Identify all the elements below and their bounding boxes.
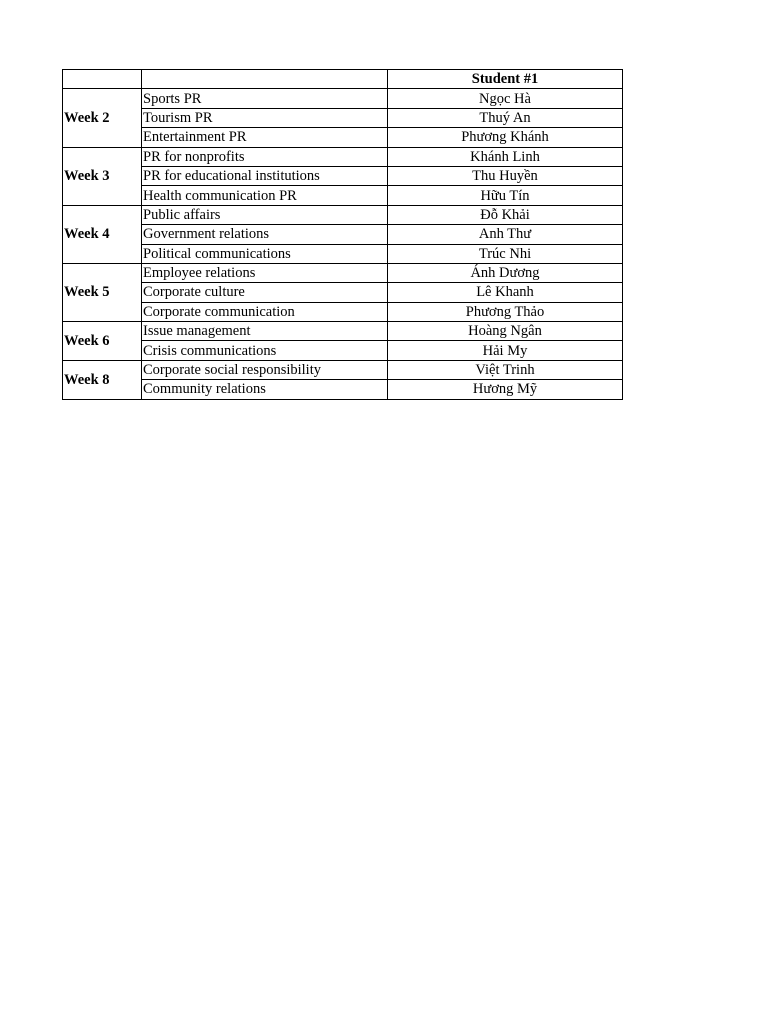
topic-cell: Health communication PR xyxy=(142,186,388,205)
table-row xyxy=(63,283,623,302)
header-row xyxy=(63,70,623,89)
table-row xyxy=(63,244,623,263)
topic-cell: Tourism PR xyxy=(142,108,388,127)
assignment-table xyxy=(62,69,623,400)
topic-cell: Government relations xyxy=(142,225,388,244)
table-row xyxy=(63,360,623,379)
student-cell: Phương Khánh xyxy=(388,128,623,147)
week-label: Week 4 xyxy=(63,205,142,263)
week-label: Week 5 xyxy=(63,263,142,321)
student-cell: Ánh Dương xyxy=(388,263,623,282)
topic-cell: PR for nonprofits xyxy=(142,147,388,166)
header-week-cell xyxy=(63,70,142,89)
table-row xyxy=(63,263,623,282)
topic-cell: Corporate social responsibility xyxy=(142,360,388,379)
topic-cell: Issue management xyxy=(142,322,388,341)
week-label: Week 8 xyxy=(63,360,142,399)
student-cell: Hoàng Ngân xyxy=(388,322,623,341)
table-row xyxy=(63,205,623,224)
table-row xyxy=(63,89,623,108)
student-cell: Anh Thư xyxy=(388,225,623,244)
topic-cell: Sports PR xyxy=(142,89,388,108)
topic-cell: Entertainment PR xyxy=(142,128,388,147)
student-cell: Hải My xyxy=(388,341,623,360)
student-cell: Trúc Nhi xyxy=(388,244,623,263)
week-label: Week 3 xyxy=(63,147,142,205)
table-row xyxy=(63,302,623,321)
topic-cell: Crisis communications xyxy=(142,341,388,360)
topic-cell: Political communications xyxy=(142,244,388,263)
table-row xyxy=(63,147,623,166)
student-cell: Khánh Linh xyxy=(388,147,623,166)
topic-cell: Community relations xyxy=(142,380,388,399)
student-cell: Lê Khanh xyxy=(388,283,623,302)
table-row xyxy=(63,128,623,147)
topic-cell: Public affairs xyxy=(142,205,388,224)
week-label: Week 2 xyxy=(63,89,142,147)
student-cell: Ngọc Hà xyxy=(388,89,623,108)
table-row xyxy=(63,166,623,185)
table-row xyxy=(63,341,623,360)
student-cell: Đỗ Khải xyxy=(388,205,623,224)
table-row xyxy=(63,186,623,205)
topic-cell: Corporate communication xyxy=(142,302,388,321)
topic-cell: Corporate culture xyxy=(142,283,388,302)
week-label: Week 6 xyxy=(63,322,142,361)
table-row xyxy=(63,380,623,399)
header-topic-cell xyxy=(142,70,388,89)
student-cell: Phương Thảo xyxy=(388,302,623,321)
student-cell: Thuý An xyxy=(388,108,623,127)
table-row xyxy=(63,108,623,127)
table-row xyxy=(63,322,623,341)
student-cell: Thu Huyền xyxy=(388,166,623,185)
topic-cell: Employee relations xyxy=(142,263,388,282)
table-row xyxy=(63,225,623,244)
student-cell: Hương Mỹ xyxy=(388,380,623,399)
header-student-cell: Student #1 xyxy=(388,70,623,89)
student-cell: Việt Trinh xyxy=(388,360,623,379)
topic-cell: PR for educational institutions xyxy=(142,166,388,185)
student-cell: Hữu Tín xyxy=(388,186,623,205)
